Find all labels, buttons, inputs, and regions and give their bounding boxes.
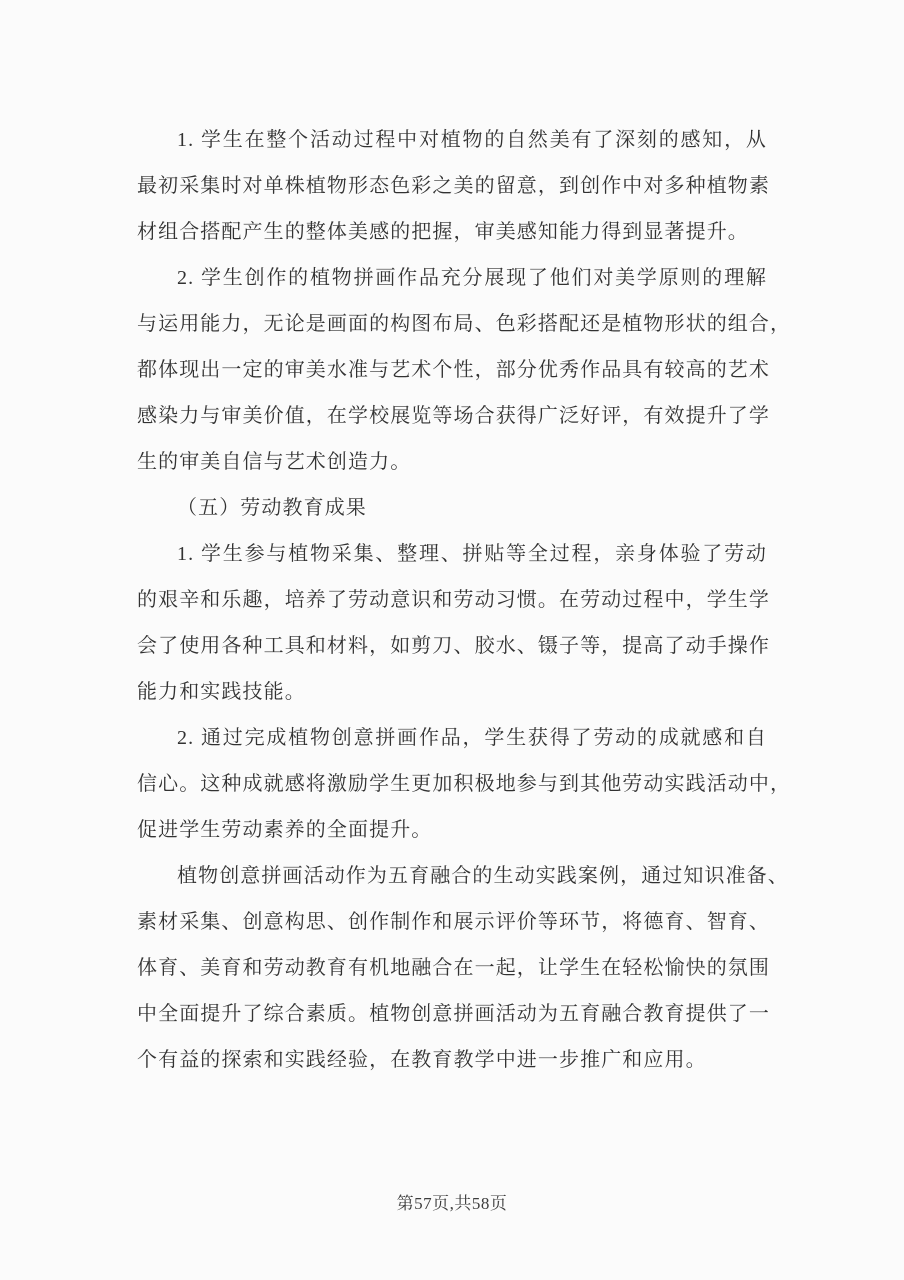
text-line: 生的审美自信与艺术创造力。: [137, 451, 412, 473]
text-line: 最初采集时对单株植物形态色彩之美的留意，到创作中对多种植物素: [137, 175, 770, 197]
document-body: [137, 117, 792, 1083]
paragraph-conclusion: [137, 853, 789, 1083]
text-line: 都体现出一定的审美水准与艺术个性，部分优秀作品具有较高的艺术: [137, 359, 770, 381]
text-line: 与运用能力，无论是画面的构图布局、色彩搭配还是植物形状的组合，: [137, 313, 792, 335]
text-line: 能力和实践技能。: [137, 681, 306, 703]
text-line: 个有益的探索和实践经验，在教育教学中进一步推广和应用。: [137, 1049, 707, 1071]
paragraph-aesthetic-result-2: [137, 255, 792, 485]
text-line: 信心。这种成就感将激励学生更加积极地参与到其他劳动实践活动中，: [137, 773, 792, 795]
paragraph-labor-result-2: [137, 715, 792, 853]
paragraph-aesthetic-result-1: [137, 117, 770, 255]
text-line: 1. 学生参与植物采集、整理、拼贴等全过程，亲身体验了劳动: [177, 543, 767, 565]
text-line: 素材采集、创意构思、创作制作和展示评价等环节，将德育、智育、: [137, 911, 770, 933]
text-line: 的艰辛和乐趣，培养了劳动意识和劳动习惯。在劳动过程中，学生学: [137, 589, 770, 611]
text-line: 1. 学生在整个活动过程中对植物的自然美有了深刻的感知，从: [177, 129, 767, 151]
text-line: 2. 学生创作的植物拼画作品充分展现了他们对美学原则的理解: [177, 267, 767, 289]
text-line: 材组合搭配产生的整体美感的把握，审美感知能力得到显著提升。: [137, 221, 749, 243]
text-line: 植物创意拼画活动作为五育融合的生动实践案例，通过知识准备、: [177, 865, 789, 887]
paragraph-labor-result-1: [137, 531, 770, 715]
text-line: 会了使用各种工具和材料，如剪刀、胶水、镊子等，提高了动手操作: [137, 635, 770, 657]
text-line: 促进学生劳动素养的全面提升。: [137, 819, 433, 841]
text-line: （五）劳动教育成果: [177, 497, 367, 519]
text-line: 2. 通过完成植物创意拼画作品，学生获得了劳动的成就感和自: [177, 727, 767, 749]
text-line: 中全面提升了综合素质。植物创意拼画活动为五育融合教育提供了一: [137, 1003, 770, 1025]
text-line: 体育、美育和劳动教育有机地融合在一起，让学生在轻松愉快的氛围: [137, 957, 770, 979]
page-footer: [0, 1189, 904, 1214]
page-number-text: 第57页,共58页: [396, 1194, 508, 1213]
text-line: 感染力与审美价值，在学校展览等场合获得广泛好评，有效提升了学: [137, 405, 770, 427]
heading-labor-education-results: [137, 485, 767, 531]
